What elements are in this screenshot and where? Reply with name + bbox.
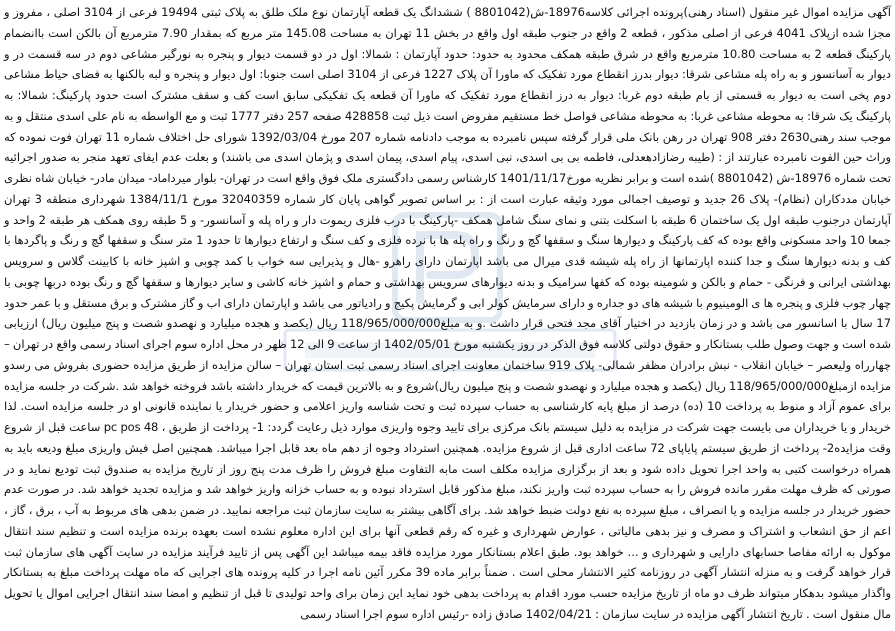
auction-notice-text: آگهی مزایده اموال غیر منقول (اسناد رهنی)پرونده اجرائی کلاسه18976-ش(8801042 ) ششدانگ یک قطعه آپارتمان نوع ملک طلق به پلاک ثبتی 19494 فرعی از 3104 اصلی ، مفروز و مجزا شده ازپلاک 4041 فرعی از اصلی مذکور ، قطعه 2 واقع در جنوب طبقه اول واقع در بخش 11 تهران به مساحت 145.08 متر مربع که بمقدار 7.90 مترمربع آن بالکن است باانضمام پارکینگ قطعه 2 به مساحت 10.80 مترمربع واقع در شرق طبقه همکف محدود به حدود: حدود آپارتمان : شمالا: اول در دو قسمت دیوار و پنجره به نورگیر مشاعی دوم در سه قسمت در و دیوار به آسانسور و به راه پله مشاعی شرقا: دیوار بدرز انقطاع مورد تفکیک که ماورا آن پلاک 1227 فرعی از 3104 اصلی است جنوبا: اول دیوار و پنجره و لبه بالکنها به فضای حیاط مشاعی دوم پخی است به دیوار به قسمتی از بام طبقه دوم غربا: دیوار به درز انقطاع مورد تفکیک که ماورا آن قطعه یک تفکیکی سابق است کف و سقف مشترک است حدود پارکینگ: شمالا: به پارکینگ یک شرقا: به محوطه مشاعی غربا: به محوطه مشاعی فواصل خط مستقیم مفروض است ذیل ثبت 428858 صفحه 257 دفتر 1777 ثبت و مع الواسطه به نام علی اسدی منتقل و به موجب سند رهنی2630 دفتر 908 تهران در رهن بانک ملی قرار گرفته سپس نامبرده به موجب دادنامه شماره 207 مورخ 1392/03/04 شورای حل اختلاف شماره 11 تهران فوت نموده که وراث حین الفوت نامبرده عبارتند از : (طیبه رضازادهعدلی، فاطمه بی بی اسدی، نبی اسدی، پیام اسدی، پیمان اسدی و پژمان اسدی می باشند) و بعلت عدم ایفای تعهد منجر به صدور اجرائیه تحت شماره 18976-ش (8801042 )شده است و برابر نظریه مورخ1401/11/17 کارشناس رسمی دادگستری ملک فوق واقع است در تهران- بلوار میرداماد- میدان مادر- خیابان شاه نظری خیابان مددکاران (نظام)- پلاک 26 جدید و توصیف اجمالی مورد وثیقه عبارت است از : بر اساس تصویر گواهی پایان کار شماره 32040359 مورخ 1384/11/1 شهرداری منطقه 3 تهران آپارتمان درجنوب طبقه اول یک ساختمان 6 طبقه با اسکلت بتنی و نمای سنگ شامل همکف -پارکینگ با درب فلزی ریموت دار و راه پله و آسانسور- و 5 طبقه روی همکف هر طبقه 2 واحد و جمعا 10 واحد مسکونی واقع بوده که کف پارکینگ و دیوارها سنگ و سقفها گچ و رنگ و راه پله ها با نرده فلزی و کف سنگ و ارتفاع دیوارها تا حدود 1 متر سنگ و سقفها گچ و رنگ و پاگردها با کف و بدنه دیوارها سنگ و جدا کننده اپارتمانها از راه پله شیشه قدی میرال می باشد اپارتمان دارای راهرو -هال و پذیرایی سه خواب با کمد چوبی و اشپز خانه با کابینت گلاس و سرویس بهداشتی ایرانی و فرنگی - حمام و بالکن و شومینه بوده که کفها سرامیک و بدنه دیوارهای سرویس بهداشتی و حمام و اشپز خانه کاشی و سایر دیوارها و سقفها گچ و رنگ بوده دربها چوبی با چهار چوب فلزی و پنجره ها ی الومینیوم با شیشه های دو جداره و دارای سرمایش کولر ابی و گرمایش پکیج و رادیاتور می باشد و اپارتمان دارای اب و گاز مشترک و برق مستقل و با عمر حدود 17 سال با اسانسور می باشد و در زمان بازدید در اختیار آقای مجد فتحی قرار داشت .و به مبلغ118/965/000/000 ریال (یکصد و هجده میلیارد و نهصدو شصت و پنج میلیون ریال) ارزیابی شده است و جهت وصول طلب بستانکار و حقوق دولتی کلاسه فوق الذکر در روز یکشنبه مورخ 1402/05/01 از ساعت 9 الی 12 ظهر در محل اداره سوم اجرای اسناد رسمی واقع در تهران – چهارراه ولیعصر – خیابان انقلاب - نبش برادران مظفر شمالی- پلاک 919 ساختمان معاونت اجرای اسناد رسمی ثبت استان تهران – سالن مزایده از طریق مزایده حضوری بفروش می رسدو مزایده ازمبلغ118/965/000/000 ریال (یکصد و هجده میلیارد و نهصدو شصت و پنج میلیون ریال)شروع و به بالاترین قیمت که خریدار داشته باشد فروخته خواهد شد .شرکت در جلسه مزایده برای عموم آزاد و منوط به پرداخت 10 (ده) درصد از مبلغ پایه کارشناسی به حساب سپرده ثبت و تحت شناسه واریز اعلامی و حضور خریدار یا نماینده قانونی او در جلسه مزایده است. لذا خریدار و یا خریداران می بایست جهت شرکت در مزایده به دلیل سیستم بانک مرکزی برای تایید وجوه واریزی موارد ذیل رعایت گردد: 1- پرداخت از طریق ، pc pos 48 ساعت قبل از شروع وقت مزایده2- پرداخت از طریق سیستم پایاپای 72 ساعت اداری قبل از شروع مزایده. همچنین استرداد وجوه از دهم ماه بعد قابل اجرا میباشد. همچنین اصل فیش واریزی مبلغ ودیعه باید به همراه درخواست کتبی به واحد اجرا تحویل داده شود و بعد از برگزاری مزایده مکلف است مابه التفاوت مبلغ فروش را ظرف مدت پنج روز از تاریخ مزایده به صندوق ثبت تودیع نماید و در صورتی که ظرف مهلت مقرر مانده فروش را به حساب سپرده ثبت واریز نکند، مبلغ مذکور قابل استرداد نبوده و به حساب خزانه واریز خواهد شد و مزایده تجدید خواهد شد. در صورت عدم حضور خریدار در جلسه مزایده و یا انصراف ، مبلغ سپرده به نفع دولت ضبط خواهد شد. برای آگاهی بیشتر به سایت سازمان ثبت مراجعه نمایید. در ضمن بدهی های مربوط به آب ، برق ، گاز ، اعم از حق انشعاب و اشتراک و مصرف و نیز بدهی مالیاتی ، عوارض شهرداری و غیره که رقم قطعی آنها برای این اداره معلوم نشده است بعهده برنده مزایده است و تنظیم سند انتقال موکول به ارائه مفاصا حسابهای دارایی و شهرداری و ... خواهد بود. طبق اعلام بستانکار مورد مزایده فاقد بیمه میباشد این آگهی پس از تایید فرآیند مزایده در سایت آگهی های سازمان ثبت قرار خواهد گرفت و به منزله انتشار آگهی در روزنامه کثیر الانتشار محلی است . ضمناً برابر ماده 39 مکرر آئین نامه اجرا در کلیه پرونده های اجرایی که ماه مهلت پرداخت مبلغ به بستانکار واگذار میشود بدهکار میتواند ظرف دو ماه از تاریخ مزایده حسب مورد اقدام به پرداخت بدهی خود نماید این زمان برای واحد تولیدی تا قبل از تنظیم و امضا سند انتقال اجرایی اموال یا تحویل مال منقول است . تاریخ انتشار آگهی مزایده در سایت سازمان : 1402/04/21 صادق زاده -رئیس اداره سوم اجرا اسناد رسمی <box>4 5 892 621</box>
